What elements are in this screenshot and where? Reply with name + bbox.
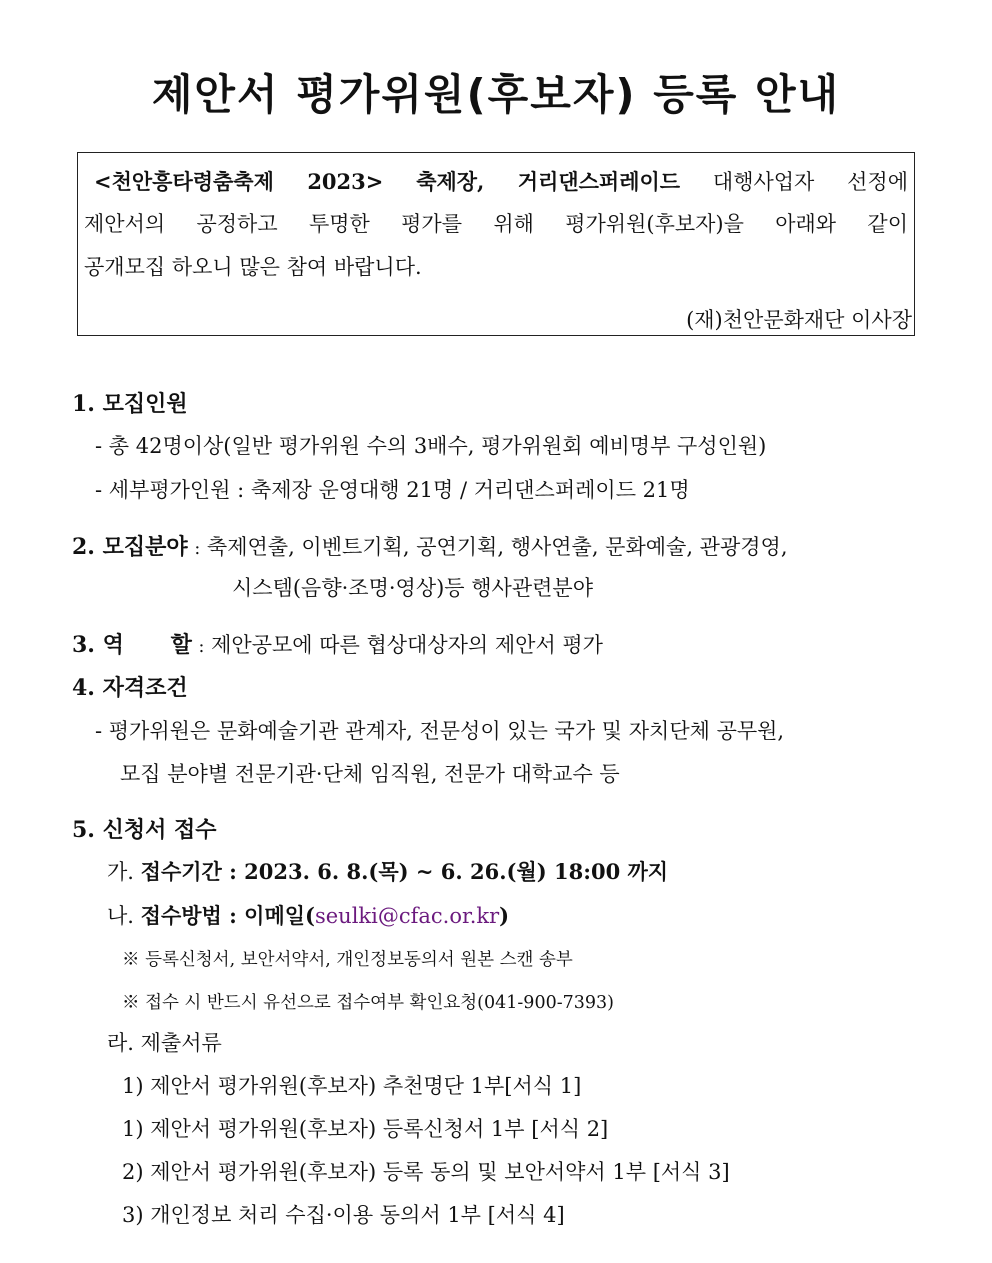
note-2: ※ 접수 시 반드시 유선으로 접수여부 확인요청(041-900-7393): [122, 993, 614, 1013]
section-2-sep: :: [194, 539, 201, 559]
period-line: [107, 856, 668, 886]
signature: (재)천안문화재단 이사장: [686, 308, 912, 332]
email-link[interactable]: seulki@cfac.or.kr: [314, 904, 500, 928]
method-line: [107, 900, 509, 930]
page-title: 제안서 평가위원(후보자) 등록 안내: [151, 70, 841, 119]
section-1-item-2: - 세부평가인원 : 축제장 운영대행 21명 / 거리댄스퍼레이드 21명: [95, 478, 690, 502]
period-text: 접수기간 : 2023. 6. 8.(목) ~ 6. 26.(월) 18:00 까지: [140, 859, 669, 884]
section-3-text: 제안공모에 따른 협상대상자의 제안서 평가: [211, 633, 603, 657]
method-close: ): [499, 903, 510, 928]
section-1-heading: 1. 모집인원: [72, 391, 188, 417]
section-3-sep: :: [198, 637, 205, 657]
section-4-line-1: - 평가위원은 문화예술기관 관계자, 전문성이 있는 국가 및 자치단체 공무원,: [95, 719, 785, 743]
document-item-2: 1) 제안서 평가위원(후보자) 등록신청서 1부 [서식 2]: [122, 1117, 609, 1141]
project-names: 축제장, 거리댄스퍼레이드: [416, 169, 681, 194]
notice-line-3: 공개모집 하오니 많은 참여 바랍니다.: [84, 255, 422, 279]
documents-heading: 라. 제출서류: [107, 1031, 222, 1055]
notice-line-1-rest: 대행사업자 선정에: [712, 170, 908, 194]
section-4-heading: 4. 자격조건: [72, 675, 188, 701]
section-2-heading: 2. 모집분야: [72, 534, 188, 560]
document-item-4: 3) 개인정보 처리 수집·이용 동의서 1부 [서식 4]: [122, 1203, 565, 1227]
section-2-line-1: [72, 530, 788, 561]
note-1: ※ 등록신청서, 보안서약서, 개인정보동의서 원본 스캔 송부: [122, 950, 573, 970]
method-text: 접수방법 : 이메일(: [140, 903, 315, 928]
document-item-3: 2) 제안서 평가위원(후보자) 등록 동의 및 보안서약서 1부 [서식 3]: [122, 1160, 730, 1184]
notice-line-1: [84, 160, 908, 204]
section-2-fields-1: 축제연출, 이벤트기획, 공연기획, 행사연출, 문화예술, 관광경영,: [206, 535, 788, 559]
period-prefix: 가.: [107, 860, 134, 884]
section-3-heading-b: 할: [170, 632, 192, 658]
section-2-fields-2: 시스템(음향·조명·영상)등 행사관련분야: [232, 576, 593, 600]
method-prefix: 나.: [107, 904, 134, 928]
section-4-line-2: 모집 분야별 전문기관·단체 임직원, 전문가 대학교수 등: [120, 762, 620, 786]
notice-line-2: 제안서의 공정하고 투명한 평가를 위해 평가위원(후보자)을 아래와 같이: [84, 212, 908, 236]
section-1-item-1: - 총 42명이상(일반 평가위원 수의 3배수, 평가위원회 예비명부 구성인원): [95, 434, 767, 458]
section-3-heading-a: 3. 역: [72, 632, 124, 658]
section-3-line: [72, 628, 603, 659]
festival-name: <천안흥타령춤축제 2023>: [94, 169, 384, 194]
section-5-heading: 5. 신청서 접수: [72, 817, 217, 843]
document-item-1: 1) 제안서 평가위원(후보자) 추천명단 1부[서식 1]: [122, 1074, 582, 1098]
